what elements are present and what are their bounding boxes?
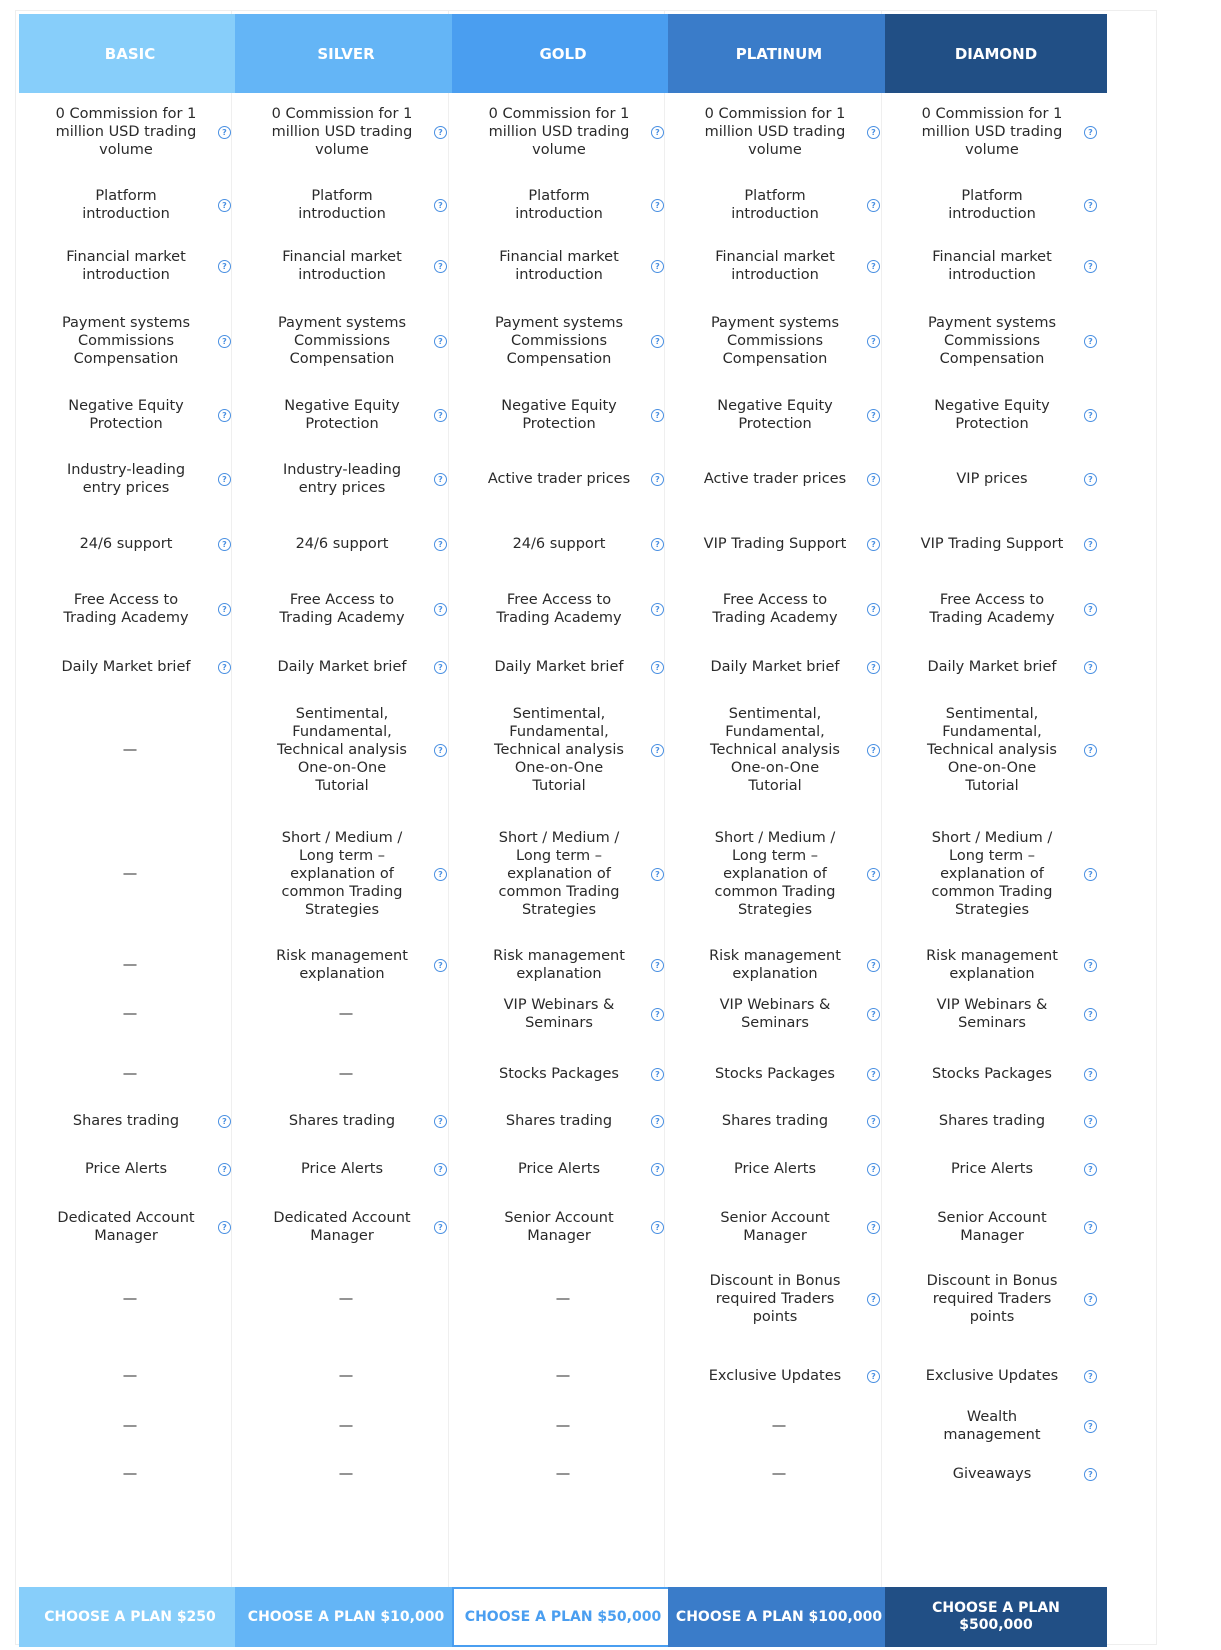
feature-label: Negative Equity Protection bbox=[717, 398, 833, 432]
feature-unavailable: — bbox=[122, 1291, 138, 1307]
feature-unavailable: — bbox=[555, 1291, 571, 1307]
feature-label: Platform introduction bbox=[82, 187, 170, 222]
feature-label: Short / Medium / Long term – explanation of common Trading Strategies bbox=[714, 830, 836, 918]
feature-cell bbox=[452, 383, 674, 447]
feature-unavailable: — bbox=[338, 1066, 354, 1082]
question-help-icon[interactable]: ? bbox=[1084, 1115, 1097, 1128]
feature-unavailable: — bbox=[122, 1006, 138, 1022]
feature-label: Industry-leading entry prices bbox=[66, 462, 186, 496]
feature-label: Platform introduction bbox=[948, 187, 1036, 222]
feature-cell bbox=[452, 1194, 674, 1259]
question-help-icon[interactable]: ? bbox=[867, 538, 880, 551]
feature-label: Active trader prices bbox=[703, 471, 847, 487]
feature-cell bbox=[452, 1050, 674, 1098]
feature-cell bbox=[235, 94, 457, 169]
feature-cell bbox=[235, 234, 457, 298]
feature-cell bbox=[668, 299, 890, 382]
feature-cell bbox=[452, 1450, 674, 1498]
feature-label: 24/6 support bbox=[79, 536, 173, 552]
feature-label: Risk management explanation bbox=[493, 948, 625, 982]
feature-cell bbox=[885, 577, 1107, 641]
feature-cell bbox=[19, 982, 241, 1046]
feature-unavailable: — bbox=[555, 1418, 571, 1434]
feature-label: Financial market introduction bbox=[932, 249, 1052, 283]
feature-cell bbox=[668, 447, 890, 511]
question-help-icon[interactable]: ? bbox=[651, 1115, 664, 1128]
feature-label: 0 Commission for 1 million USD trading volume bbox=[271, 105, 413, 158]
feature-label: Platform introduction bbox=[515, 187, 603, 222]
feature-cell bbox=[452, 1097, 674, 1145]
question-help-icon[interactable]: ? bbox=[1084, 1468, 1097, 1481]
question-help-icon[interactable]: ? bbox=[867, 1115, 880, 1128]
feature-cell bbox=[19, 299, 241, 382]
feature-label: Free Access to Trading Academy bbox=[929, 592, 1055, 626]
feature-cell bbox=[885, 1395, 1107, 1457]
question-help-icon[interactable]: ? bbox=[651, 260, 664, 273]
question-help-icon[interactable]: ? bbox=[867, 1068, 880, 1081]
feature-label: Payment systems Commissions Compensation bbox=[494, 314, 624, 367]
feature-cell bbox=[452, 447, 674, 511]
feature-label: Senior Account Manager bbox=[720, 1209, 830, 1244]
question-help-icon[interactable]: ? bbox=[1084, 868, 1097, 881]
feature-unavailable: — bbox=[122, 1418, 138, 1434]
question-help-icon[interactable]: ? bbox=[218, 661, 231, 674]
feature-cell bbox=[452, 299, 674, 382]
feature-label: Sentimental, Fundamental, Technical analysis One-on-One Tutorial bbox=[927, 706, 1057, 794]
feature-label: Short / Medium / Long term – explanation of common Trading Strategies bbox=[281, 830, 403, 918]
feature-label: Industry-leading entry prices bbox=[282, 462, 402, 496]
feature-cell bbox=[668, 512, 890, 576]
plan-header-basic: BASIC bbox=[19, 14, 241, 93]
feature-label: Financial market introduction bbox=[66, 249, 186, 283]
question-help-icon[interactable]: ? bbox=[651, 1221, 664, 1234]
feature-cell bbox=[19, 447, 241, 511]
feature-cell bbox=[885, 1259, 1107, 1339]
feature-unavailable: — bbox=[555, 1466, 571, 1482]
feature-label: 0 Commission for 1 million USD trading volume bbox=[55, 105, 197, 158]
feature-cell bbox=[235, 1259, 457, 1339]
question-help-icon[interactable]: ? bbox=[434, 473, 447, 486]
feature-cell bbox=[452, 1259, 674, 1339]
feature-cell bbox=[885, 1050, 1107, 1098]
question-help-icon[interactable]: ? bbox=[1084, 1008, 1097, 1021]
question-help-icon[interactable]: ? bbox=[867, 199, 880, 212]
feature-cell bbox=[235, 1450, 457, 1498]
question-help-icon[interactable]: ? bbox=[867, 126, 880, 139]
question-help-icon[interactable]: ? bbox=[867, 409, 880, 422]
feature-cell bbox=[885, 1145, 1107, 1193]
question-help-icon[interactable]: ? bbox=[1084, 126, 1097, 139]
feature-label: Discount in Bonus required Traders points bbox=[926, 1273, 1058, 1325]
feature-cell bbox=[668, 234, 890, 298]
plan-column-platinum bbox=[668, 14, 890, 1644]
question-help-icon[interactable]: ? bbox=[867, 1163, 880, 1176]
question-help-icon[interactable]: ? bbox=[651, 661, 664, 674]
question-help-icon[interactable]: ? bbox=[218, 538, 231, 551]
question-help-icon[interactable]: ? bbox=[867, 260, 880, 273]
plan-column-diamond bbox=[885, 14, 1107, 1644]
feature-cell bbox=[885, 173, 1107, 236]
choose-plan-button-basic[interactable]: CHOOSE A PLAN $250 bbox=[19, 1587, 241, 1647]
feature-label: Payment systems Commissions Compensation bbox=[61, 314, 191, 367]
feature-label: Shares trading bbox=[505, 1113, 613, 1129]
feature-label: Senior Account Manager bbox=[504, 1209, 614, 1244]
feature-label: Daily Market brief bbox=[710, 659, 840, 675]
question-help-icon[interactable]: ? bbox=[1084, 260, 1097, 273]
question-help-icon[interactable]: ? bbox=[434, 868, 447, 881]
feature-label: Dedicated Account Manager bbox=[273, 1209, 411, 1244]
feature-cell bbox=[668, 577, 890, 641]
question-help-icon[interactable]: ? bbox=[651, 744, 664, 757]
feature-cell bbox=[19, 1097, 241, 1145]
feature-cell bbox=[235, 1050, 457, 1098]
feature-cell bbox=[19, 577, 241, 641]
feature-unavailable: — bbox=[771, 1418, 787, 1434]
feature-cell bbox=[885, 512, 1107, 576]
feature-label: Negative Equity Protection bbox=[501, 398, 617, 432]
feature-label: VIP Webinars & Seminars bbox=[719, 997, 831, 1031]
plan-header-diamond: DIAMOND bbox=[885, 14, 1107, 93]
feature-cell bbox=[452, 577, 674, 641]
feature-label: Financial market introduction bbox=[282, 249, 402, 283]
question-help-icon[interactable]: ? bbox=[1084, 1370, 1097, 1383]
feature-unavailable: — bbox=[338, 1368, 354, 1384]
feature-label: 0 Commission for 1 million USD trading volume bbox=[488, 105, 630, 158]
feature-cell bbox=[452, 1145, 674, 1193]
plan-column-silver bbox=[235, 14, 457, 1644]
question-help-icon[interactable]: ? bbox=[434, 409, 447, 422]
feature-label: Senior Account Manager bbox=[937, 1209, 1047, 1244]
feature-label: Platform introduction bbox=[731, 187, 819, 222]
question-help-icon[interactable]: ? bbox=[651, 868, 664, 881]
feature-label: Payment systems Commissions Compensation bbox=[277, 314, 407, 367]
feature-cell bbox=[452, 1395, 674, 1457]
feature-cell bbox=[235, 982, 457, 1046]
feature-label: Giveaways bbox=[952, 1466, 1032, 1482]
question-help-icon[interactable]: ? bbox=[1084, 1163, 1097, 1176]
feature-label: Daily Market brief bbox=[494, 659, 624, 675]
question-help-icon[interactable]: ? bbox=[1084, 1068, 1097, 1081]
feature-label: Free Access to Trading Academy bbox=[496, 592, 622, 626]
question-help-icon[interactable]: ? bbox=[1084, 1221, 1097, 1234]
feature-label: Stocks Packages bbox=[715, 1066, 835, 1082]
question-help-icon[interactable]: ? bbox=[651, 199, 664, 212]
feature-label: 0 Commission for 1 million USD trading volume bbox=[921, 105, 1063, 158]
feature-label: Free Access to Trading Academy bbox=[63, 592, 189, 626]
feature-cell bbox=[452, 512, 674, 576]
feature-label: Daily Market brief bbox=[277, 659, 407, 675]
feature-unavailable: — bbox=[338, 1291, 354, 1307]
feature-cell bbox=[235, 447, 457, 511]
feature-cell bbox=[885, 1097, 1107, 1145]
question-help-icon[interactable]: ? bbox=[434, 744, 447, 757]
question-help-icon[interactable]: ? bbox=[867, 1293, 880, 1306]
feature-label: Shares trading bbox=[288, 1113, 396, 1129]
feature-cell bbox=[235, 173, 457, 236]
question-help-icon[interactable]: ? bbox=[434, 959, 447, 972]
feature-label: Risk management explanation bbox=[926, 948, 1058, 982]
feature-cell bbox=[668, 383, 890, 447]
feature-cell bbox=[235, 299, 457, 382]
feature-cell bbox=[885, 685, 1107, 815]
feature-cell bbox=[19, 1050, 241, 1098]
plan-header-silver: SILVER bbox=[235, 14, 457, 93]
question-help-icon[interactable]: ? bbox=[434, 260, 447, 273]
feature-label: Payment systems Commissions Compensation bbox=[927, 314, 1057, 367]
feature-unavailable: — bbox=[122, 957, 138, 973]
feature-unavailable: — bbox=[338, 1006, 354, 1022]
question-help-icon[interactable]: ? bbox=[218, 1221, 231, 1234]
question-help-icon[interactable]: ? bbox=[218, 603, 231, 616]
feature-label: Daily Market brief bbox=[61, 659, 191, 675]
feature-cell bbox=[235, 1097, 457, 1145]
pricing-table bbox=[15, 10, 1157, 1645]
feature-cell bbox=[885, 817, 1107, 931]
feature-cell bbox=[19, 234, 241, 298]
question-help-icon[interactable]: ? bbox=[434, 199, 447, 212]
feature-cell bbox=[19, 685, 241, 815]
question-help-icon[interactable]: ? bbox=[1084, 1293, 1097, 1306]
feature-label: Wealth management bbox=[943, 1409, 1041, 1443]
feature-label: Sentimental, Fundamental, Technical analysis One-on-One Tutorial bbox=[277, 706, 407, 794]
feature-cell bbox=[668, 1395, 890, 1457]
feature-label: Short / Medium / Long term – explanation of common Trading Strategies bbox=[498, 830, 620, 918]
feature-label: Negative Equity Protection bbox=[284, 398, 400, 432]
feature-cell bbox=[19, 1145, 241, 1193]
question-help-icon[interactable]: ? bbox=[867, 335, 880, 348]
feature-cell bbox=[885, 447, 1107, 511]
feature-cell bbox=[235, 1194, 457, 1259]
question-help-icon[interactable]: ? bbox=[651, 538, 664, 551]
question-help-icon[interactable]: ? bbox=[651, 1068, 664, 1081]
question-help-icon[interactable]: ? bbox=[434, 603, 447, 616]
feature-label: Price Alerts bbox=[517, 1161, 601, 1177]
choose-plan-button-platinum[interactable]: CHOOSE A PLAN $100,000 bbox=[668, 1587, 890, 1647]
feature-label: Exclusive Updates bbox=[925, 1368, 1059, 1384]
feature-label: Price Alerts bbox=[733, 1161, 817, 1177]
feature-label: Stocks Packages bbox=[499, 1066, 619, 1082]
question-help-icon[interactable]: ? bbox=[218, 199, 231, 212]
question-help-icon[interactable]: ? bbox=[651, 335, 664, 348]
question-help-icon[interactable]: ? bbox=[1084, 335, 1097, 348]
question-help-icon[interactable]: ? bbox=[867, 868, 880, 881]
feature-cell bbox=[668, 817, 890, 931]
question-help-icon[interactable]: ? bbox=[218, 1163, 231, 1176]
feature-label: Dedicated Account Manager bbox=[57, 1209, 195, 1244]
feature-cell bbox=[885, 1450, 1107, 1498]
feature-cell bbox=[452, 94, 674, 169]
question-help-icon[interactable]: ? bbox=[1084, 199, 1097, 212]
feature-unavailable: — bbox=[122, 742, 138, 758]
feature-cell bbox=[19, 383, 241, 447]
plan-column-gold bbox=[452, 14, 674, 1644]
feature-label: Negative Equity Protection bbox=[68, 398, 184, 432]
feature-unavailable: — bbox=[122, 1368, 138, 1384]
feature-label: 0 Commission for 1 million USD trading volume bbox=[704, 105, 846, 158]
question-help-icon[interactable]: ? bbox=[651, 409, 664, 422]
feature-label: Free Access to Trading Academy bbox=[712, 592, 838, 626]
question-help-icon[interactable]: ? bbox=[1084, 744, 1097, 757]
feature-cell bbox=[19, 1194, 241, 1259]
feature-unavailable: — bbox=[338, 1466, 354, 1482]
question-help-icon[interactable]: ? bbox=[867, 1370, 880, 1383]
feature-cell bbox=[235, 685, 457, 815]
question-help-icon[interactable]: ? bbox=[867, 1221, 880, 1234]
feature-cell bbox=[452, 817, 674, 931]
feature-cell bbox=[885, 234, 1107, 298]
feature-cell bbox=[235, 577, 457, 641]
feature-cell bbox=[19, 1450, 241, 1498]
question-help-icon[interactable]: ? bbox=[867, 603, 880, 616]
feature-cell bbox=[668, 685, 890, 815]
feature-label: Shares trading bbox=[721, 1113, 829, 1129]
question-help-icon[interactable]: ? bbox=[434, 661, 447, 674]
feature-label: Risk management explanation bbox=[276, 948, 408, 982]
feature-cell bbox=[235, 1395, 457, 1457]
feature-label: Daily Market brief bbox=[927, 659, 1057, 675]
feature-cell bbox=[235, 1145, 457, 1193]
question-help-icon[interactable]: ? bbox=[218, 260, 231, 273]
feature-unavailable: — bbox=[122, 1066, 138, 1082]
choose-plan-button-diamond[interactable]: CHOOSE A PLAN $500,000 bbox=[885, 1587, 1107, 1647]
question-help-icon[interactable]: ? bbox=[434, 335, 447, 348]
feature-label: VIP Trading Support bbox=[703, 536, 847, 552]
feature-unavailable: — bbox=[122, 866, 138, 882]
feature-label: Financial market introduction bbox=[499, 249, 619, 283]
question-help-icon[interactable]: ? bbox=[1084, 1420, 1097, 1433]
question-help-icon[interactable]: ? bbox=[218, 126, 231, 139]
feature-label: Negative Equity Protection bbox=[934, 398, 1050, 432]
feature-cell bbox=[235, 383, 457, 447]
question-help-icon[interactable]: ? bbox=[434, 126, 447, 139]
question-help-icon[interactable]: ? bbox=[867, 959, 880, 972]
choose-plan-button-gold[interactable]: CHOOSE A PLAN $50,000 bbox=[452, 1587, 674, 1647]
feature-cell bbox=[668, 1194, 890, 1259]
feature-label: Financial market introduction bbox=[715, 249, 835, 283]
feature-cell bbox=[885, 1194, 1107, 1259]
feature-label: Price Alerts bbox=[950, 1161, 1034, 1177]
question-help-icon[interactable]: ? bbox=[218, 409, 231, 422]
feature-cell bbox=[19, 1395, 241, 1457]
feature-label: Active trader prices bbox=[487, 471, 631, 487]
feature-label: Sentimental, Fundamental, Technical analysis One-on-One Tutorial bbox=[710, 706, 840, 794]
feature-cell bbox=[668, 1097, 890, 1145]
feature-cell bbox=[452, 982, 674, 1046]
feature-cell bbox=[19, 817, 241, 931]
question-help-icon[interactable]: ? bbox=[867, 661, 880, 674]
plan-header-platinum: PLATINUM bbox=[668, 14, 890, 93]
question-help-icon[interactable]: ? bbox=[434, 1115, 447, 1128]
feature-cell bbox=[19, 1259, 241, 1339]
question-help-icon[interactable]: ? bbox=[218, 1115, 231, 1128]
feature-cell bbox=[235, 512, 457, 576]
feature-cell bbox=[885, 94, 1107, 169]
feature-cell bbox=[452, 234, 674, 298]
feature-unavailable: — bbox=[338, 1418, 354, 1434]
feature-cell bbox=[452, 173, 674, 236]
plan-header-gold: GOLD bbox=[452, 14, 674, 93]
feature-label: 24/6 support bbox=[295, 536, 389, 552]
question-help-icon[interactable]: ? bbox=[651, 473, 664, 486]
feature-label: Shares trading bbox=[938, 1113, 1046, 1129]
question-help-icon[interactable]: ? bbox=[867, 744, 880, 757]
feature-label: Short / Medium / Long term – explanation of common Trading Strategies bbox=[931, 830, 1053, 918]
feature-cell bbox=[668, 94, 890, 169]
question-help-icon[interactable]: ? bbox=[1084, 538, 1097, 551]
feature-unavailable: — bbox=[122, 1466, 138, 1482]
feature-label: Payment systems Commissions Compensation bbox=[710, 314, 840, 367]
feature-label: Free Access to Trading Academy bbox=[279, 592, 405, 626]
question-help-icon[interactable]: ? bbox=[651, 1163, 664, 1176]
question-help-icon[interactable]: ? bbox=[434, 538, 447, 551]
feature-cell bbox=[235, 817, 457, 931]
feature-unavailable: — bbox=[771, 1466, 787, 1482]
question-help-icon[interactable]: ? bbox=[434, 1163, 447, 1176]
question-help-icon[interactable]: ? bbox=[1084, 959, 1097, 972]
choose-plan-button-silver[interactable]: CHOOSE A PLAN $10,000 bbox=[235, 1587, 457, 1647]
feature-cell bbox=[668, 982, 890, 1046]
question-help-icon[interactable]: ? bbox=[651, 126, 664, 139]
plan-column-basic bbox=[19, 14, 241, 1644]
question-help-icon[interactable]: ? bbox=[651, 1008, 664, 1021]
feature-label: Exclusive Updates bbox=[708, 1368, 842, 1384]
feature-label: Sentimental, Fundamental, Technical analysis One-on-One Tutorial bbox=[494, 706, 624, 794]
feature-unavailable: — bbox=[555, 1368, 571, 1384]
feature-label: Platform introduction bbox=[298, 187, 386, 222]
feature-cell bbox=[885, 982, 1107, 1046]
feature-cell bbox=[19, 173, 241, 236]
question-help-icon[interactable]: ? bbox=[218, 335, 231, 348]
feature-label: VIP prices bbox=[956, 471, 1028, 487]
feature-label: Shares trading bbox=[72, 1113, 180, 1129]
question-help-icon[interactable]: ? bbox=[651, 959, 664, 972]
feature-cell bbox=[668, 173, 890, 236]
question-help-icon[interactable]: ? bbox=[867, 473, 880, 486]
question-help-icon[interactable]: ? bbox=[1084, 473, 1097, 486]
feature-label: VIP Trading Support bbox=[920, 536, 1064, 552]
feature-label: Stocks Packages bbox=[932, 1066, 1052, 1082]
feature-cell bbox=[885, 299, 1107, 382]
question-help-icon[interactable]: ? bbox=[867, 1008, 880, 1021]
feature-label: Price Alerts bbox=[300, 1161, 384, 1177]
question-help-icon[interactable]: ? bbox=[1084, 409, 1097, 422]
feature-label: Risk management explanation bbox=[709, 948, 841, 982]
feature-label: VIP Webinars & Seminars bbox=[503, 997, 615, 1031]
feature-cell bbox=[668, 1450, 890, 1498]
feature-cell bbox=[885, 383, 1107, 447]
feature-cell bbox=[19, 512, 241, 576]
feature-cell bbox=[452, 685, 674, 815]
feature-label: Price Alerts bbox=[84, 1161, 168, 1177]
question-help-icon[interactable]: ? bbox=[1084, 603, 1097, 616]
question-help-icon[interactable]: ? bbox=[434, 1221, 447, 1234]
feature-cell bbox=[668, 1050, 890, 1098]
question-help-icon[interactable]: ? bbox=[218, 473, 231, 486]
feature-cell bbox=[19, 94, 241, 169]
feature-label: Discount in Bonus required Traders points bbox=[709, 1273, 841, 1325]
feature-cell bbox=[668, 1145, 890, 1193]
feature-cell bbox=[668, 1259, 890, 1339]
feature-label: VIP Webinars & Seminars bbox=[936, 997, 1048, 1031]
question-help-icon[interactable]: ? bbox=[1084, 661, 1097, 674]
feature-label: 24/6 support bbox=[512, 536, 606, 552]
question-help-icon[interactable]: ? bbox=[651, 603, 664, 616]
